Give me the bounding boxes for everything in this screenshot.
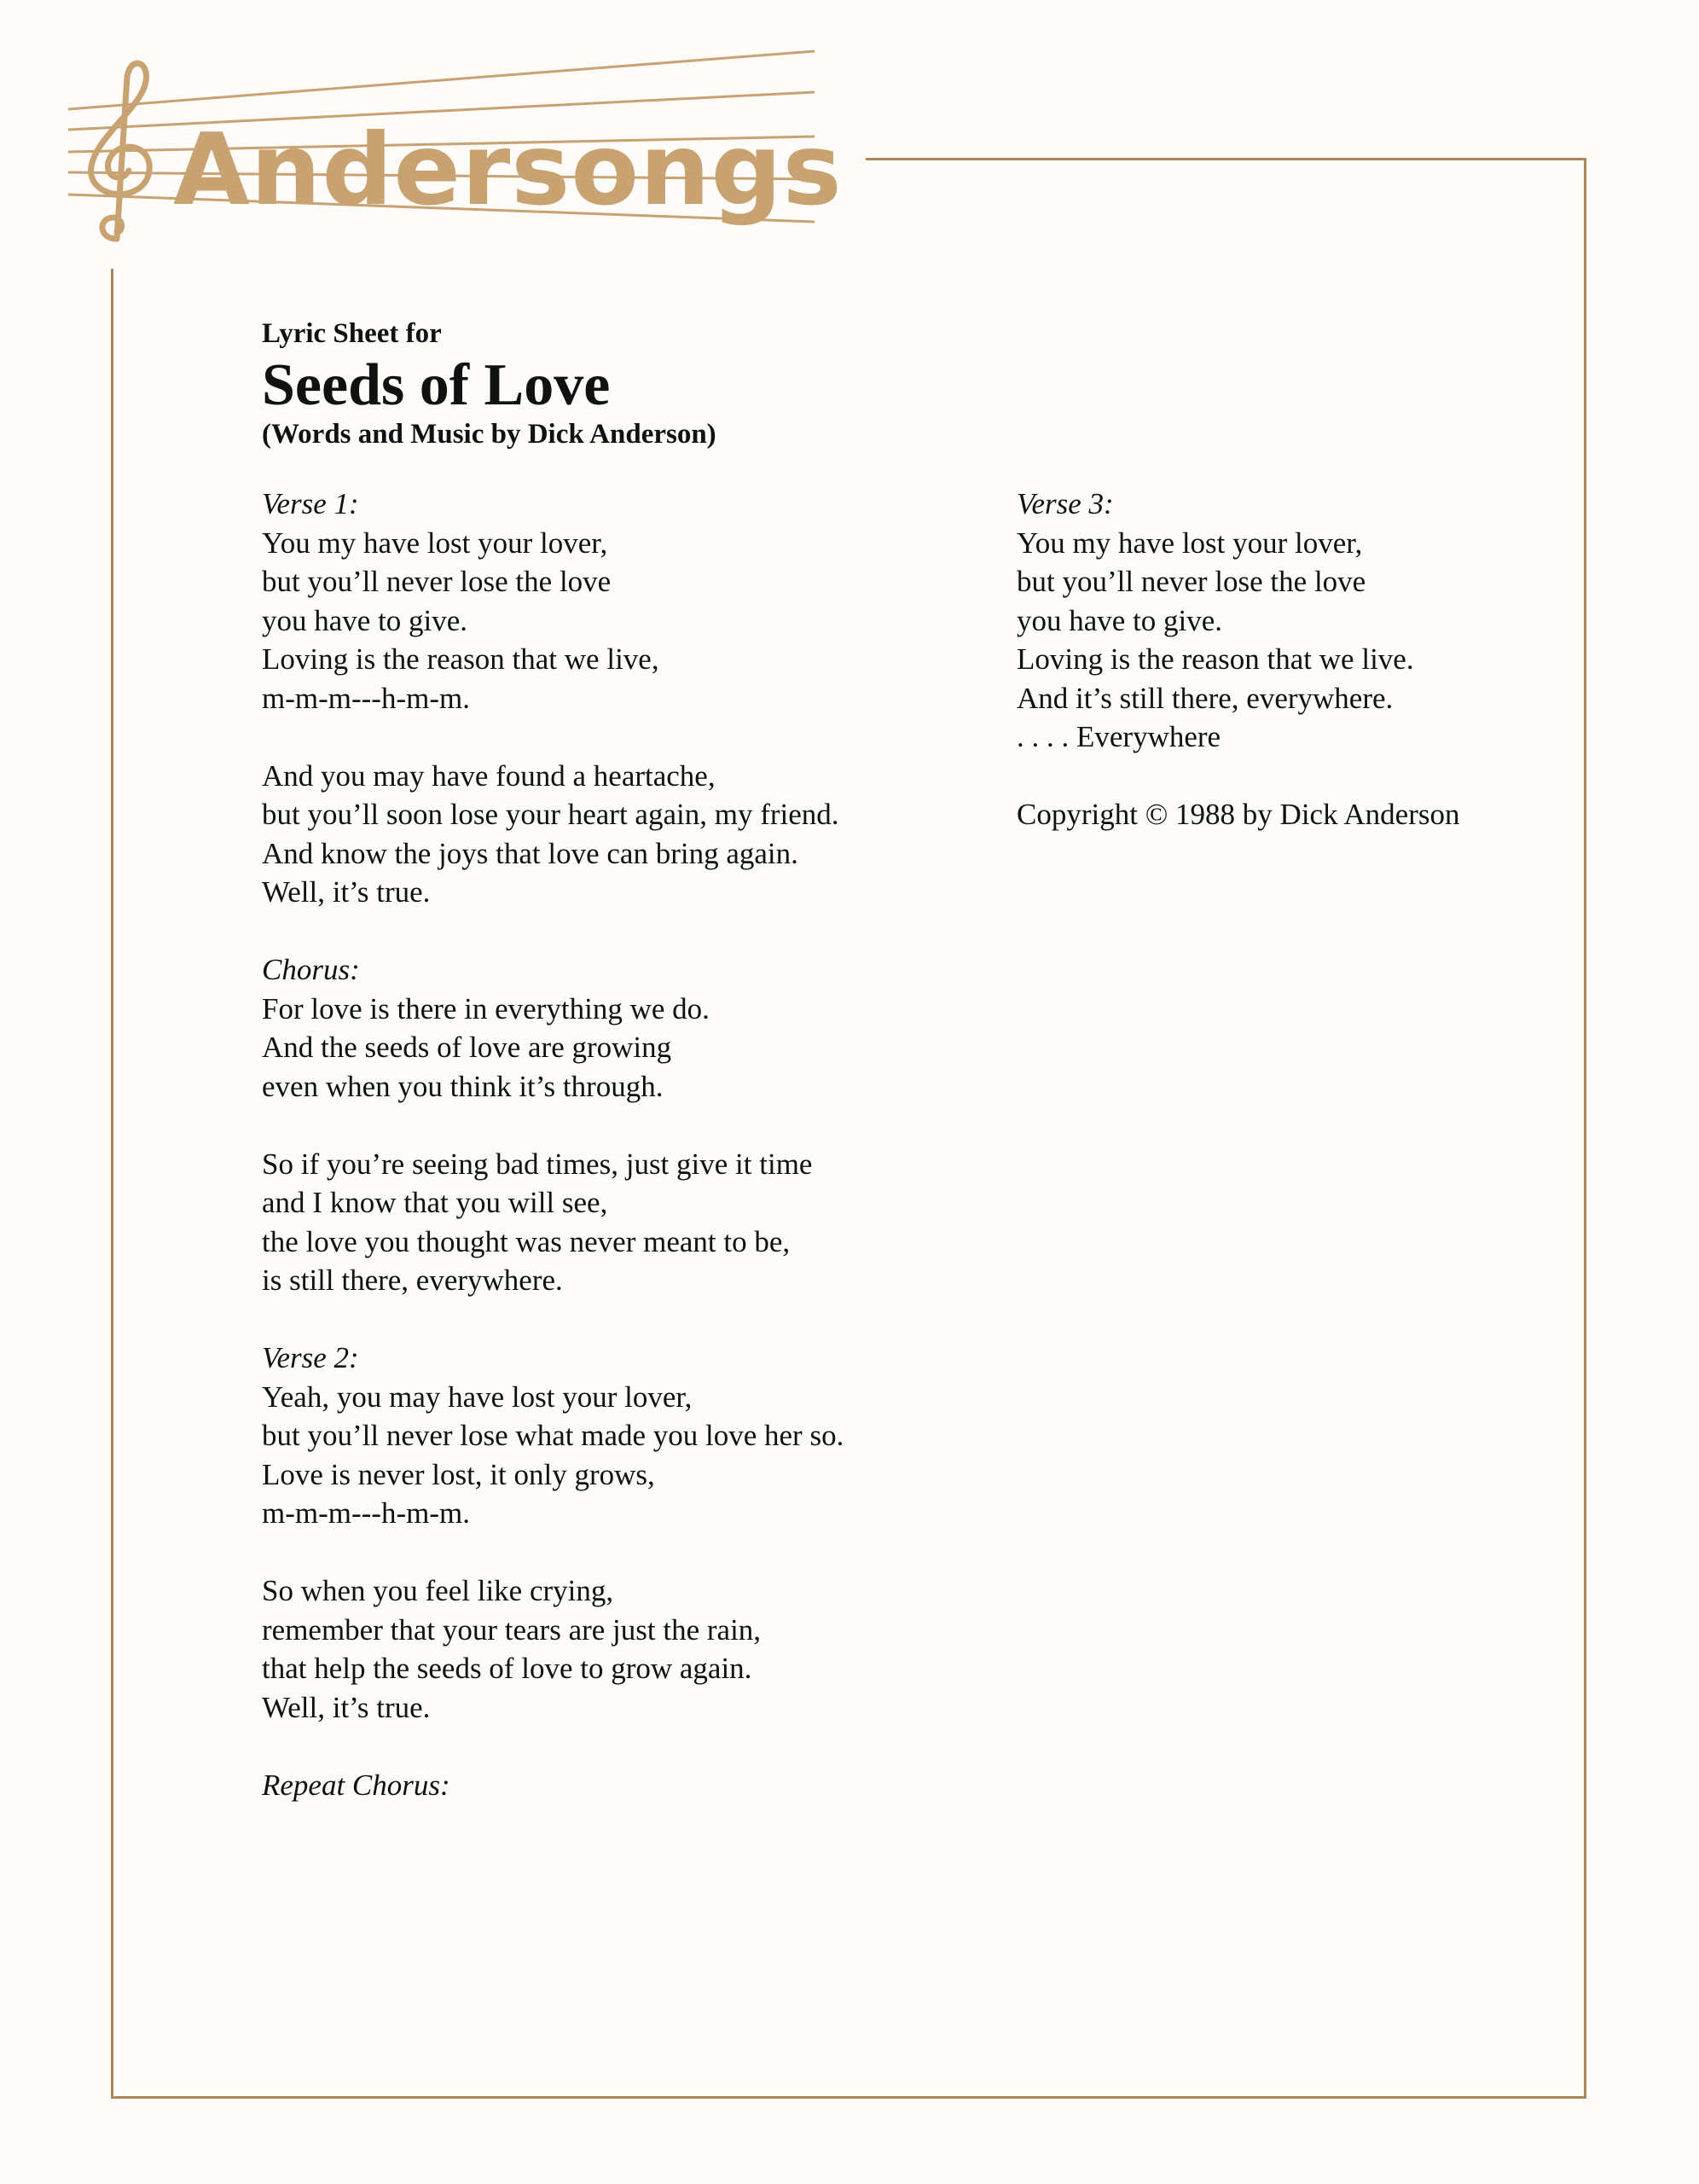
- lyric-line: and I know that you will see,: [262, 1186, 608, 1219]
- lyric-line: but you’ll never lose the love: [1017, 565, 1366, 598]
- lyric-line: but you’ll soon lose your heart again, my friend.: [262, 798, 839, 831]
- lyric-line: m-m-m---h-m-m.: [262, 1496, 470, 1530]
- verse2-label: Verse 2:: [262, 1341, 359, 1374]
- repeat-chorus-label: Repeat Chorus:: [262, 1768, 450, 1802]
- lyric-line: you have to give.: [262, 603, 468, 637]
- lyric-line: So when you feel like crying,: [262, 1574, 614, 1607]
- treble-clef-icon: [91, 63, 150, 239]
- lyric-line: . . . . Everywhere: [1017, 720, 1221, 753]
- song-title: Seeds of Love: [262, 351, 611, 418]
- lyric-header: [262, 317, 716, 451]
- lyric-line: And you may have found a heartache,: [262, 758, 716, 793]
- lyrics-right-column: [1017, 485, 1459, 834]
- logo-text: Andersongs: [173, 113, 843, 228]
- border-top: [866, 158, 1586, 160]
- border-left: [111, 269, 113, 2099]
- lyric-line: m-m-m---h-m-m.: [262, 681, 470, 715]
- lyric-line: Loving is the reason that we live.: [1017, 642, 1414, 676]
- lyric-line: even when you think it’s through.: [262, 1069, 664, 1103]
- verse1-label: Verse 1:: [262, 487, 359, 520]
- lyric-line: is still there, everywhere.: [262, 1263, 563, 1297]
- song-credit: (Words and Music by Dick Anderson): [262, 418, 716, 450]
- lyric-line: Well, it’s true.: [262, 875, 431, 909]
- copyright-notice: Copyright © 1988 by Dick Anderson: [1017, 798, 1460, 831]
- lyric-line: Love is never lost, it only grows,: [262, 1457, 655, 1491]
- lyric-line: but you’ll never lose what made you love her so.: [262, 1419, 844, 1452]
- lyric-line: remember that your tears are just the rain,: [262, 1612, 762, 1647]
- lyric-line: And the seeds of love are growing: [262, 1031, 672, 1064]
- lyric-line: that help the seeds of love to grow again.: [262, 1652, 752, 1685]
- lyric-line: the love you thought was never meant to be,: [262, 1224, 791, 1258]
- border-right: [1584, 158, 1586, 2099]
- lyric-line: For love is there in everything we do.: [262, 991, 710, 1025]
- lyric-line: but you’ll never lose the love: [262, 565, 612, 598]
- pre-title: Lyric Sheet for: [262, 318, 442, 349]
- lyric-line: So if you’re seeing bad times, just give it time: [262, 1147, 813, 1181]
- lyrics-left-column: [262, 485, 844, 1804]
- border-bottom: [111, 2096, 1586, 2099]
- lyric-line: Well, it’s true.: [262, 1690, 431, 1724]
- lyric-line: Loving is the reason that we live,: [262, 642, 659, 676]
- andersongs-logo: [64, 43, 843, 264]
- verse3-label: Verse 3:: [1017, 487, 1114, 520]
- lyric-line: you have to give.: [1017, 603, 1223, 637]
- lyric-line: Yeah, you may have lost your lover,: [262, 1380, 693, 1414]
- lyric-line: And know the joys that love can bring again.: [262, 836, 798, 870]
- chorus-label: Chorus:: [262, 953, 360, 986]
- lyric-line: You my have lost your lover,: [1017, 526, 1363, 560]
- lyric-line: You my have lost your lover,: [262, 526, 608, 560]
- lyric-line: And it’s still there, everywhere.: [1017, 681, 1394, 715]
